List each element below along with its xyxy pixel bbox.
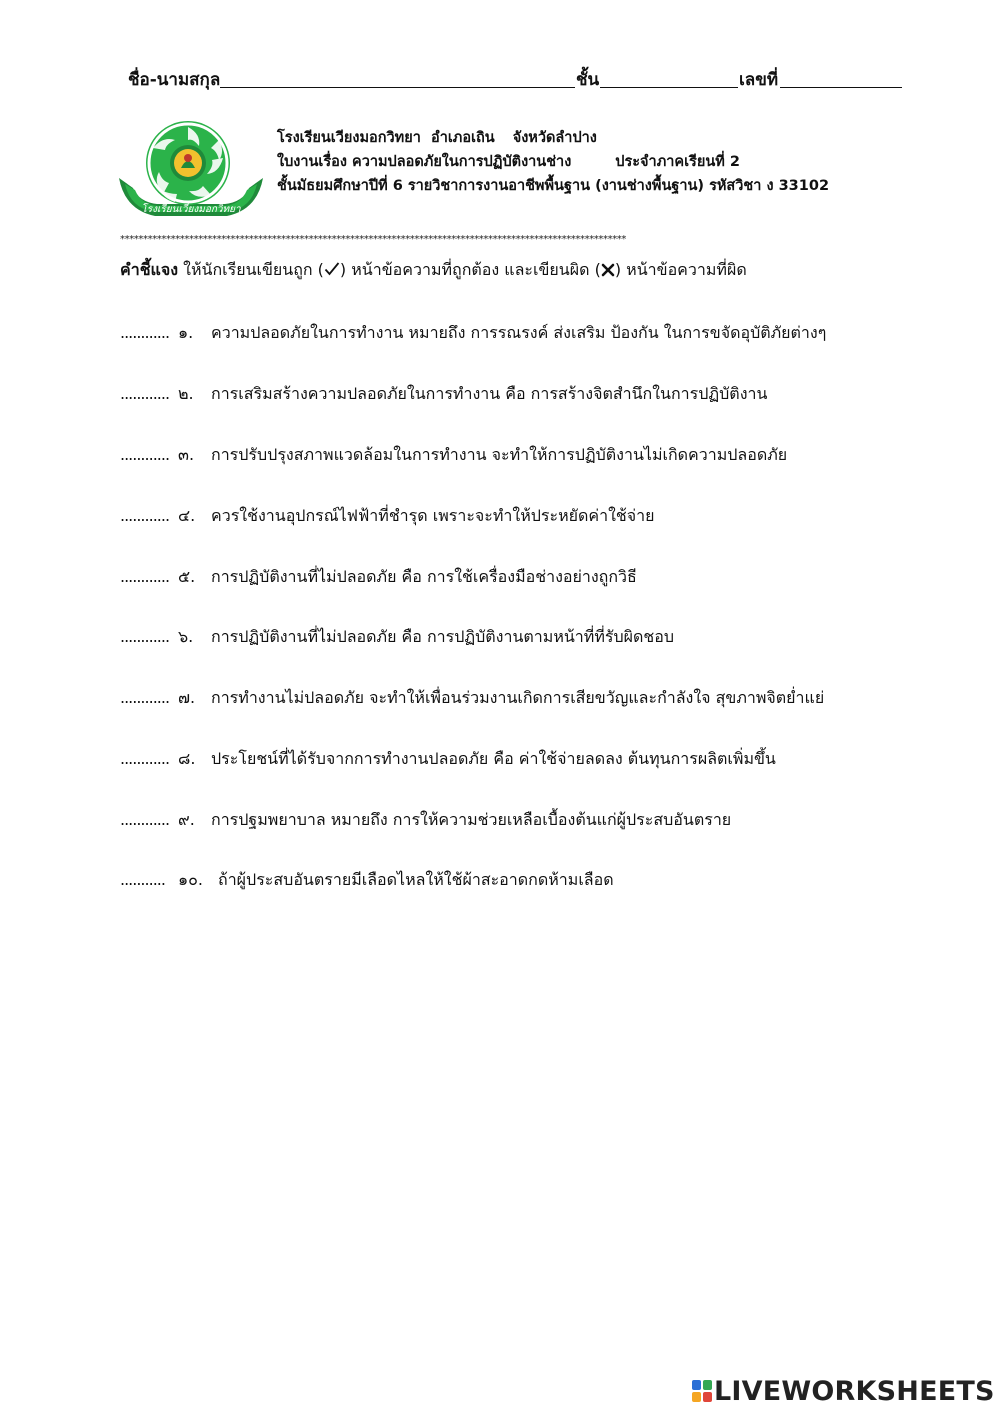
question-number: ๓. [178,445,195,464]
student-info-row [128,66,903,94]
question-text: การปฐมพยาบาล หมายถึง การให้ความช่วยเหลือเบื้องต้นแก่ผู้ประสบอันตราย [211,810,732,829]
question-text: ควรใช้งานอุปกรณ์ไฟฟ้าที่ชำรุด เพราะจะทำให้ประหยัดค่าใช้จ่าย [211,506,655,525]
instructions-text-3: ) หน้าข้อความที่ผิด [614,260,747,279]
answer-blank[interactable]: ............ [120,384,170,403]
class-label: ชั้น [576,70,600,90]
question-item [120,807,731,833]
answer-blank[interactable]: ............ [120,323,170,342]
watermark-text: LIVEWORKSHEETS [714,1376,995,1407]
question-text: การปฏิบัติงานที่ไม่ปลอดภัย คือ การใช้เครื่องมือช่างอย่างถูกวิธี [211,567,637,586]
answer-blank[interactable]: ............ [120,688,170,707]
question-item [120,503,655,529]
check-mark-icon [324,260,340,279]
worksheet-header [277,126,829,198]
question-text: การทำงานไม่ปลอดภัย จะทำให้เพื่อนร่วมงานเกิดการเสียขวัญและกำลังใจ สุขภาพจิตย่ำแย่ [211,688,825,707]
province-name: จังหวัดลำปาง [512,130,597,146]
name-label: ชื่อ-นามสกุล [128,70,221,90]
question-number: ๑. [178,323,194,342]
answer-blank[interactable]: ............ [120,749,170,768]
question-number: ๖. [178,627,194,646]
number-input-line[interactable] [780,87,902,88]
question-item [120,624,674,650]
question-item [120,746,776,772]
instructions-text-1: ให้นักเรียนเขียนถูก ( [183,260,324,279]
question-text: ถ้าผู้ประสบอันตรายมีเลือดไหลให้ใช้ผ้าสะอาดกดห้ามเลือด [218,870,614,889]
question-item [120,442,787,468]
question-item [120,867,614,893]
question-text: การปฏิบัติงานที่ไม่ปลอดภัย คือ การปฏิบัติงานตามหน้าที่ที่รับผิดชอบ [211,627,675,646]
logo-banner-text: โรงเรียนเวียงมอกวิทยา [141,204,241,215]
name-input-line[interactable] [220,87,575,88]
answer-blank[interactable]: ............ [120,445,170,464]
instructions-text-2: ) หน้าข้อความที่ถูกต้อง และเขียนผิด ( [339,260,601,279]
question-text: ความปลอดภัยในการทำงาน หมายถึง การรณรงค์ ส่งเสริม ป้องกัน ในการขจัดอุบัติภัยต่างๆ [211,323,827,342]
answer-blank[interactable]: ............ [120,627,170,646]
question-text: การปรับปรุงสภาพแวดล้อมในการทำงาน จะทำให้การปฏิบัติงานไม่เกิดความปลอดภัย [211,445,788,464]
question-number: ๙. [178,810,195,829]
question-item [120,685,824,711]
number-label: เลขที่ [739,70,779,90]
school-logo [115,118,267,226]
question-item [120,564,637,590]
class-input-line[interactable] [600,87,738,88]
liveworksheets-watermark [692,1376,995,1406]
separator-line: ************************************************************************************************************** [120,234,627,245]
cross-mark-icon [601,260,615,279]
question-item [120,381,767,407]
instructions-label: คำชี้แจง [120,260,179,279]
instructions [120,258,747,283]
question-number: ๑๐. [178,870,204,889]
worksheet-title: ใบงานเรื่อง ความปลอดภัยในการปฏิบัติงานช่าง [277,154,572,170]
answer-blank[interactable]: ........... [120,870,165,889]
answer-blank[interactable]: ............ [120,506,170,525]
course-line: ชั้นมัธยมศึกษาปีที่ 6 รายวิชาการงานอาชีพพื้นฐาน (งานช่างพื้นฐาน) รหัสวิชา ง 33102 [277,178,830,194]
question-number: ๒. [178,384,194,403]
question-number: ๕. [178,567,196,586]
liveworksheets-logo-icon [692,1378,712,1400]
question-item [120,320,826,346]
worksheet-line [277,150,829,174]
question-number: ๔. [178,506,196,525]
district-name: อำเภอเถิน [430,130,495,146]
question-text: การเสริมสร้างความปลอดภัยในการทำงาน คือ การสร้างจิตสำนึกในการปฏิบัติงาน [211,384,768,403]
school-line [277,126,829,150]
answer-blank[interactable]: ............ [120,567,170,586]
question-number: ๘. [178,749,196,768]
semester-text: ประจำภาคเรียนที่ 2 [615,154,740,170]
question-text: ประโยชน์ที่ได้รับจากการทำงานปลอดภัย คือ ค่าใช้จ่ายลดลง ต้นทุนการผลิตเพิ่มขึ้น [211,749,776,768]
question-number: ๗. [178,688,196,707]
answer-blank[interactable]: ............ [120,810,170,829]
school-name: โรงเรียนเวียงมอกวิทยา [277,130,421,146]
